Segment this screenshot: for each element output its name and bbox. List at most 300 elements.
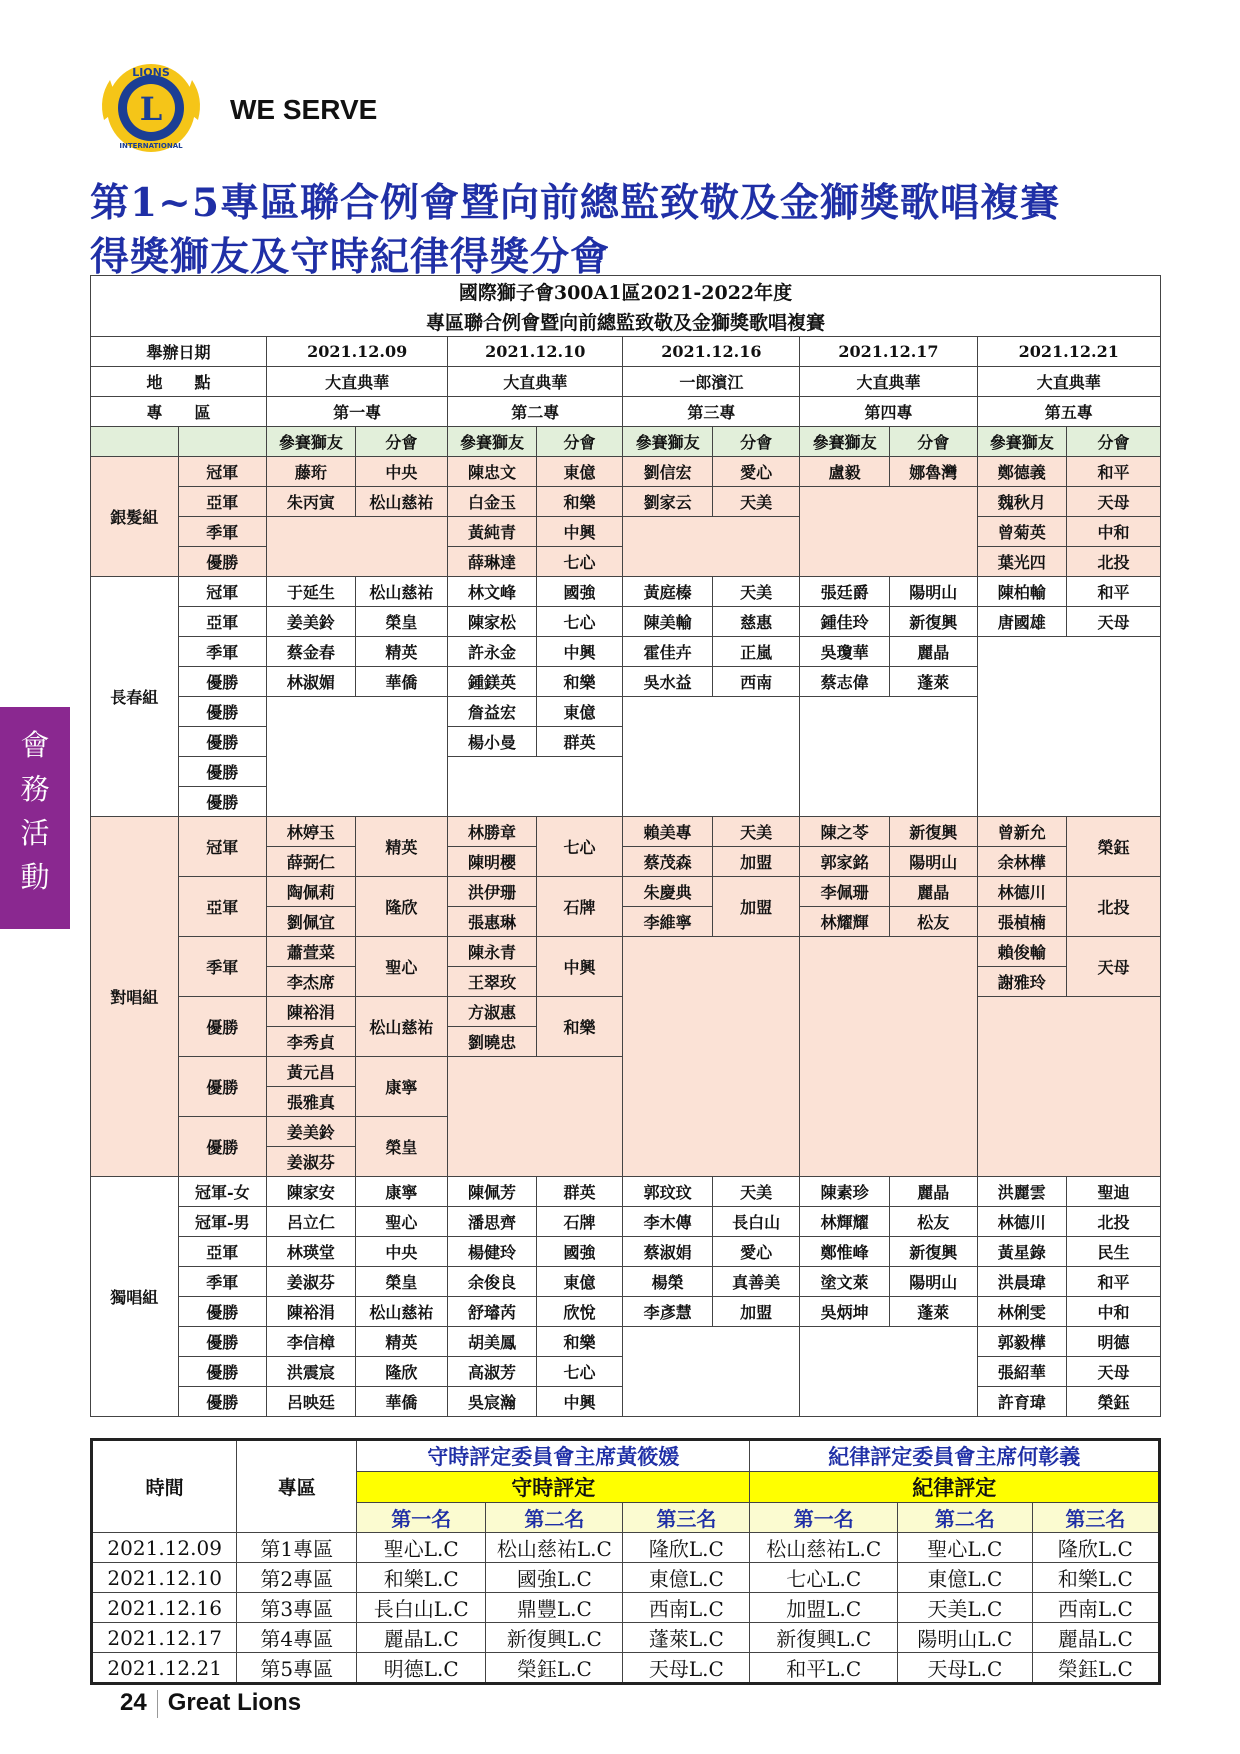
table-row xyxy=(91,517,1161,547)
member-cell: 林德川 xyxy=(977,877,1067,907)
club-cell: 天母 xyxy=(1067,487,1161,517)
member-cell: 方淑惠 xyxy=(448,997,537,1027)
col-member: 參賽獅友 xyxy=(977,427,1067,457)
empty-cell xyxy=(800,697,977,817)
award-club: 加盟L.C xyxy=(750,1593,898,1623)
award-club: 榮鈺L.C xyxy=(1032,1653,1159,1684)
club-cell: 新復興 xyxy=(889,607,977,637)
member-cell: 李維寧 xyxy=(623,907,713,937)
awards-header-row xyxy=(92,1440,1160,1472)
group-solo: 獨唱組 xyxy=(91,1177,179,1417)
club-cell: 天美 xyxy=(712,817,800,847)
member-cell: 曾新允 xyxy=(977,817,1067,847)
club-cell: 欣悅 xyxy=(536,1297,623,1327)
place-first: 第一名 xyxy=(750,1503,898,1533)
club-cell: 新復興 xyxy=(889,817,977,847)
club-cell: 華僑 xyxy=(355,667,448,697)
club-cell: 中興 xyxy=(536,517,623,547)
member-cell: 李木傳 xyxy=(623,1207,713,1237)
member-cell: 劉佩宜 xyxy=(267,907,356,937)
member-cell: 林俐雯 xyxy=(977,1297,1067,1327)
member-cell: 陳素珍 xyxy=(800,1177,890,1207)
award-club: 長白山L.C xyxy=(357,1593,486,1623)
rank-cell: 優勝 xyxy=(178,1387,267,1417)
col-club: 分會 xyxy=(355,427,448,457)
award-club: 西南L.C xyxy=(623,1593,750,1623)
page-title xyxy=(90,176,1060,284)
member-cell: 蔡金春 xyxy=(267,637,356,667)
member-cell: 楊健玲 xyxy=(448,1237,537,1267)
club-cell: 中興 xyxy=(536,937,623,997)
club-cell: 隆欣 xyxy=(355,1357,448,1387)
award-club: 天母L.C xyxy=(623,1653,750,1684)
member-cell: 陳忠文 xyxy=(448,457,537,487)
rank-cell: 優勝 xyxy=(178,757,267,787)
award-club: 松山慈祐L.C xyxy=(750,1533,898,1563)
club-cell: 陽明山 xyxy=(889,577,977,607)
club-cell: 中央 xyxy=(355,457,448,487)
club-cell: 榮皇 xyxy=(355,1267,448,1297)
table-row xyxy=(91,607,1161,637)
table-row xyxy=(91,1207,1161,1237)
member-cell: 楊榮 xyxy=(623,1267,713,1297)
motto: WE SERVE xyxy=(230,94,378,125)
award-club: 新復興L.C xyxy=(750,1623,898,1653)
award-zone: 第4專區 xyxy=(237,1623,357,1653)
club-cell: 麗晶 xyxy=(889,1177,977,1207)
section-side-tab xyxy=(0,707,70,929)
member-cell: 洪麗雲 xyxy=(977,1177,1067,1207)
member-cell: 陳家松 xyxy=(448,607,537,637)
col-time: 時間 xyxy=(92,1440,237,1533)
award-club: 天美L.C xyxy=(898,1593,1033,1623)
col-member: 參賽獅友 xyxy=(448,427,537,457)
member-cell: 余俊良 xyxy=(448,1267,537,1297)
rank-cell: 優勝 xyxy=(178,787,267,817)
place-first: 第一名 xyxy=(357,1503,486,1533)
place-second: 第二名 xyxy=(486,1503,623,1533)
club-cell: 中和 xyxy=(1067,1297,1161,1327)
empty-cell xyxy=(977,637,1161,817)
club-cell: 松友 xyxy=(889,1207,977,1237)
place-cell: 大直典華 xyxy=(977,367,1161,397)
club-cell: 愛心 xyxy=(712,1237,800,1267)
member-cell: 劉曉忠 xyxy=(448,1027,537,1057)
club-cell: 七心 xyxy=(536,817,623,877)
col-club: 分會 xyxy=(1067,427,1161,457)
column-header-row xyxy=(91,427,1161,457)
rank-cell: 優勝 xyxy=(178,1357,267,1387)
award-club: 聖心L.C xyxy=(357,1533,486,1563)
member-cell: 蔡志偉 xyxy=(800,667,890,697)
table-row xyxy=(91,1327,1161,1357)
club-cell: 榮鈺 xyxy=(1067,817,1161,877)
club-cell: 石牌 xyxy=(536,877,623,937)
empty-cell xyxy=(800,937,977,1177)
member-cell: 于延生 xyxy=(267,577,356,607)
award-club: 陽明山L.C xyxy=(898,1623,1033,1653)
club-cell: 國強 xyxy=(536,577,623,607)
side-tab-char: 動 xyxy=(20,860,50,894)
club-cell: 東億 xyxy=(536,697,623,727)
member-cell: 陳柏輸 xyxy=(977,577,1067,607)
member-cell: 張紹華 xyxy=(977,1357,1067,1387)
label-date: 舉辦日期 xyxy=(91,337,267,367)
member-cell: 黃庭榛 xyxy=(623,577,713,607)
member-cell: 高淑芳 xyxy=(448,1357,537,1387)
member-cell: 潘思齊 xyxy=(448,1207,537,1237)
magazine-name: Great Lions xyxy=(167,1689,302,1716)
award-club: 東億L.C xyxy=(623,1563,750,1593)
member-cell: 魏秋月 xyxy=(977,487,1067,517)
member-cell: 蔡淑娟 xyxy=(623,1237,713,1267)
rank-cell: 季軍 xyxy=(178,1267,267,1297)
date-cell: 2021.12.09 xyxy=(267,337,448,367)
award-club: 麗晶L.C xyxy=(357,1623,486,1653)
award-zone: 第2專區 xyxy=(237,1563,357,1593)
zone-cell: 第一專 xyxy=(267,397,448,427)
member-cell: 姜淑芬 xyxy=(267,1147,356,1177)
award-club: 國強L.C xyxy=(486,1563,623,1593)
empty-cell xyxy=(623,937,800,1177)
table-row xyxy=(92,1593,1160,1623)
member-cell: 霍佳卉 xyxy=(623,637,713,667)
member-cell: 李秀貞 xyxy=(267,1027,356,1057)
member-cell: 郭家銘 xyxy=(800,847,890,877)
col-club: 分會 xyxy=(536,427,623,457)
col-member: 參賽獅友 xyxy=(623,427,713,457)
date-cell: 2021.12.17 xyxy=(800,337,977,367)
club-cell: 松山慈祐 xyxy=(355,487,448,517)
award-club: 天母L.C xyxy=(898,1653,1033,1684)
side-tab-char: 活 xyxy=(20,816,50,850)
club-cell: 精英 xyxy=(355,637,448,667)
rank-cell: 優勝 xyxy=(178,697,267,727)
member-cell: 林輝耀 xyxy=(800,1207,890,1237)
award-date: 2021.12.16 xyxy=(92,1593,237,1623)
award-club: 聖心L.C xyxy=(898,1533,1033,1563)
member-cell: 洪伊珊 xyxy=(448,877,537,907)
col-member: 參賽獅友 xyxy=(267,427,356,457)
member-cell: 黃純青 xyxy=(448,517,537,547)
rank-cell: 優勝 xyxy=(178,667,267,697)
member-cell: 呂映廷 xyxy=(267,1387,356,1417)
club-cell: 明德 xyxy=(1067,1327,1161,1357)
member-cell: 李杰席 xyxy=(267,967,356,997)
rank-cell: 優勝 xyxy=(178,1327,267,1357)
rank-cell: 季軍 xyxy=(178,937,267,997)
member-cell: 姜美鈴 xyxy=(267,607,356,637)
member-cell: 劉家云 xyxy=(623,487,713,517)
date-cell: 2021.12.16 xyxy=(623,337,800,367)
zone-cell: 第五專 xyxy=(977,397,1161,427)
member-cell: 薛琳達 xyxy=(448,547,537,577)
member-cell: 林文峰 xyxy=(448,577,537,607)
member-cell: 姜淑芬 xyxy=(267,1267,356,1297)
table-heading-row xyxy=(91,276,1161,307)
rank-cell: 冠軍-女 xyxy=(178,1177,267,1207)
empty-cell xyxy=(178,427,267,457)
club-cell: 正嵐 xyxy=(712,637,800,667)
col-member: 參賽獅友 xyxy=(800,427,890,457)
club-cell: 加盟 xyxy=(712,1297,800,1327)
award-club: 麗晶L.C xyxy=(1032,1623,1159,1653)
award-date: 2021.12.21 xyxy=(92,1653,237,1684)
award-date: 2021.12.17 xyxy=(92,1623,237,1653)
award-club: 鼎豐L.C xyxy=(486,1593,623,1623)
lions-logo xyxy=(96,58,206,158)
member-cell: 張惠琳 xyxy=(448,907,537,937)
club-cell: 康寧 xyxy=(355,1057,448,1117)
place-cell: 一郎濱江 xyxy=(623,367,800,397)
col-club: 分會 xyxy=(889,427,977,457)
award-club: 新復興L.C xyxy=(486,1623,623,1653)
club-cell: 和平 xyxy=(1067,1267,1161,1297)
member-cell: 許育瑋 xyxy=(977,1387,1067,1417)
club-cell: 聖迪 xyxy=(1067,1177,1161,1207)
table-heading-row xyxy=(91,306,1161,337)
club-cell: 中央 xyxy=(355,1237,448,1267)
club-cell: 康寧 xyxy=(355,1177,448,1207)
empty-cell xyxy=(623,697,800,817)
rank-cell: 冠軍 xyxy=(178,817,267,877)
awards-table xyxy=(90,1438,1161,1685)
award-club: 隆欣L.C xyxy=(623,1533,750,1563)
table-row xyxy=(91,817,1161,847)
club-cell: 和樂 xyxy=(536,487,623,517)
club-cell: 麗晶 xyxy=(889,877,977,907)
member-cell: 陳之苓 xyxy=(800,817,890,847)
club-cell: 和平 xyxy=(1067,577,1161,607)
member-cell: 陳裕涓 xyxy=(267,1297,356,1327)
club-cell: 精英 xyxy=(355,1327,448,1357)
member-cell: 鄭德義 xyxy=(977,457,1067,487)
col-club: 分會 xyxy=(712,427,800,457)
award-club: 隆欣L.C xyxy=(1032,1533,1159,1563)
club-cell: 西南 xyxy=(712,667,800,697)
member-cell: 林勝章 xyxy=(448,817,537,847)
award-club: 松山慈祐L.C xyxy=(486,1533,623,1563)
award-club: 和樂L.C xyxy=(1032,1563,1159,1593)
rank-cell: 優勝 xyxy=(178,997,267,1057)
club-cell: 愛心 xyxy=(712,457,800,487)
member-cell: 呂立仁 xyxy=(267,1207,356,1237)
member-cell: 陳明櫻 xyxy=(448,847,537,877)
member-cell: 郭玟玟 xyxy=(623,1177,713,1207)
page-number: 24 xyxy=(120,1689,147,1716)
member-cell: 張楨楠 xyxy=(977,907,1067,937)
table-row xyxy=(92,1623,1160,1653)
svg-text:LIONS: LIONS xyxy=(132,66,170,79)
club-cell: 七心 xyxy=(536,607,623,637)
empty-cell xyxy=(91,427,179,457)
member-cell: 舒璿芮 xyxy=(448,1297,537,1327)
member-cell: 陳永青 xyxy=(448,937,537,967)
club-cell: 和樂 xyxy=(536,1327,623,1357)
club-cell: 松山慈祐 xyxy=(355,577,448,607)
member-cell: 洪震宸 xyxy=(267,1357,356,1387)
club-cell: 石牌 xyxy=(536,1207,623,1237)
rank-cell: 冠軍 xyxy=(178,577,267,607)
rank-cell: 亞軍 xyxy=(178,1237,267,1267)
footer-divider xyxy=(157,1690,158,1718)
member-cell: 鍾鎂英 xyxy=(448,667,537,697)
member-cell: 朱丙寅 xyxy=(267,487,356,517)
club-cell: 陽明山 xyxy=(889,1267,977,1297)
club-cell: 群英 xyxy=(536,1177,623,1207)
award-zone: 第5專區 xyxy=(237,1653,357,1684)
table-row xyxy=(92,1653,1160,1684)
member-cell: 黃元昌 xyxy=(267,1057,356,1087)
label-zone: 專 區 xyxy=(91,397,267,427)
place-third: 第三名 xyxy=(623,1503,750,1533)
member-cell: 林德川 xyxy=(977,1207,1067,1237)
zone-cell: 第二專 xyxy=(448,397,623,427)
member-cell: 郭毅樺 xyxy=(977,1327,1067,1357)
member-cell: 王翠玫 xyxy=(448,967,537,997)
member-cell: 吳宸瀚 xyxy=(448,1387,537,1417)
table-row xyxy=(91,1297,1161,1327)
club-cell: 天母 xyxy=(1067,937,1161,997)
member-cell: 李佩珊 xyxy=(800,877,890,907)
award-club: 和樂L.C xyxy=(357,1563,486,1593)
table-row xyxy=(91,1177,1161,1207)
member-cell: 劉信宏 xyxy=(623,457,713,487)
empty-cell xyxy=(267,697,448,817)
results-table xyxy=(90,275,1161,1417)
club-cell: 麗晶 xyxy=(889,637,977,667)
club-cell: 新復興 xyxy=(889,1237,977,1267)
rank-cell: 亞軍 xyxy=(178,487,267,517)
club-cell: 陽明山 xyxy=(889,847,977,877)
place-cell: 大直典華 xyxy=(448,367,623,397)
member-cell: 謝雅玲 xyxy=(977,967,1067,997)
table-row xyxy=(92,1563,1160,1593)
club-cell: 加盟 xyxy=(712,847,800,877)
member-cell: 葉光四 xyxy=(977,547,1067,577)
club-cell: 蓬萊 xyxy=(889,667,977,697)
group-silver: 銀髮組 xyxy=(91,457,179,577)
member-cell: 蔡茂森 xyxy=(623,847,713,877)
member-cell: 許永金 xyxy=(448,637,537,667)
club-cell: 七心 xyxy=(536,1357,623,1387)
rank-cell: 優勝 xyxy=(178,547,267,577)
table-row xyxy=(91,1267,1161,1297)
title-line-2: 得獎獅友及守時紀律得獎分會 xyxy=(90,234,611,280)
club-cell: 北投 xyxy=(1067,877,1161,937)
member-cell: 胡美鳳 xyxy=(448,1327,537,1357)
rank-cell: 亞軍 xyxy=(178,877,267,937)
member-cell: 薛弼仁 xyxy=(267,847,356,877)
empty-cell xyxy=(977,997,1161,1177)
discipline-chair: 紀律評定委員會主席何彰義 xyxy=(750,1440,1160,1472)
member-cell: 吳水益 xyxy=(623,667,713,697)
member-cell: 吳炳坤 xyxy=(800,1297,890,1327)
member-cell: 蕭萱菜 xyxy=(267,937,356,967)
award-date: 2021.12.10 xyxy=(92,1563,237,1593)
member-cell: 張廷爵 xyxy=(800,577,890,607)
member-cell: 鍾佳玲 xyxy=(800,607,890,637)
club-cell: 聖心 xyxy=(355,937,448,997)
member-cell: 詹益宏 xyxy=(448,697,537,727)
zone-cell: 第三專 xyxy=(623,397,800,427)
award-club: 七心L.C xyxy=(750,1563,898,1593)
member-cell: 藤珩 xyxy=(267,457,356,487)
rank-cell: 優勝 xyxy=(178,727,267,757)
group-evergreen: 長春組 xyxy=(91,577,179,817)
empty-cell xyxy=(448,757,623,817)
empty-cell xyxy=(267,517,448,577)
club-cell: 聖心 xyxy=(355,1207,448,1237)
award-club: 東億L.C xyxy=(898,1563,1033,1593)
empty-cell xyxy=(623,517,800,577)
member-cell: 洪晨瑋 xyxy=(977,1267,1067,1297)
side-tab-char: 會 xyxy=(20,728,50,762)
punctual-label: 守時評定 xyxy=(357,1472,750,1503)
table-row xyxy=(91,457,1161,487)
member-cell: 李信樟 xyxy=(267,1327,356,1357)
club-cell: 華僑 xyxy=(355,1387,448,1417)
table-row xyxy=(91,577,1161,607)
svg-text:INTERNATIONAL: INTERNATIONAL xyxy=(119,142,183,150)
page-footer xyxy=(120,1689,301,1718)
table-row xyxy=(91,1237,1161,1267)
club-cell: 長白山 xyxy=(712,1207,800,1237)
date-cell: 2021.12.21 xyxy=(977,337,1161,367)
label-place: 地 點 xyxy=(91,367,267,397)
member-cell: 黃星錄 xyxy=(977,1237,1067,1267)
rank-cell: 冠軍-男 xyxy=(178,1207,267,1237)
club-cell: 民生 xyxy=(1067,1237,1161,1267)
member-cell: 白金玉 xyxy=(448,487,537,517)
club-cell: 和平 xyxy=(1067,457,1161,487)
member-cell: 曾菊英 xyxy=(977,517,1067,547)
rank-cell: 季軍 xyxy=(178,637,267,667)
member-cell: 林淑媚 xyxy=(267,667,356,697)
table-row xyxy=(91,487,1161,517)
date-row xyxy=(91,337,1161,367)
place-third: 第三名 xyxy=(1032,1503,1159,1533)
award-club: 明德L.C xyxy=(357,1653,486,1684)
place-second: 第二名 xyxy=(898,1503,1033,1533)
rank-cell: 季軍 xyxy=(178,517,267,547)
table-heading-1: 國際獅子會300A1區2021-2022年度 xyxy=(91,276,1161,307)
empty-cell xyxy=(448,1057,623,1177)
empty-cell xyxy=(800,487,977,577)
member-cell: 陳美輸 xyxy=(623,607,713,637)
club-cell: 真善美 xyxy=(712,1267,800,1297)
member-cell: 張雅真 xyxy=(267,1087,356,1117)
member-cell: 朱慶典 xyxy=(623,877,713,907)
club-cell: 松友 xyxy=(889,907,977,937)
table-row xyxy=(92,1533,1160,1563)
rank-cell: 優勝 xyxy=(178,1057,267,1117)
member-cell: 賴俊輸 xyxy=(977,937,1067,967)
award-club: 榮鈺L.C xyxy=(486,1653,623,1684)
member-cell: 姜美鈴 xyxy=(267,1117,356,1147)
member-cell: 塗文萊 xyxy=(800,1267,890,1297)
member-cell: 吳瓊華 xyxy=(800,637,890,667)
empty-cell xyxy=(623,1327,800,1417)
member-cell: 陳家安 xyxy=(267,1177,356,1207)
place-cell: 大直典華 xyxy=(267,367,448,397)
club-cell: 天美 xyxy=(712,487,800,517)
member-cell: 李彥慧 xyxy=(623,1297,713,1327)
title-line-1: 第1~5專區聯合例會暨向前總監致敬及金獅獎歌唱複賽 xyxy=(90,180,1060,226)
member-cell: 陳裕涓 xyxy=(267,997,356,1027)
zone-cell: 第四專 xyxy=(800,397,977,427)
club-cell: 精英 xyxy=(355,817,448,877)
